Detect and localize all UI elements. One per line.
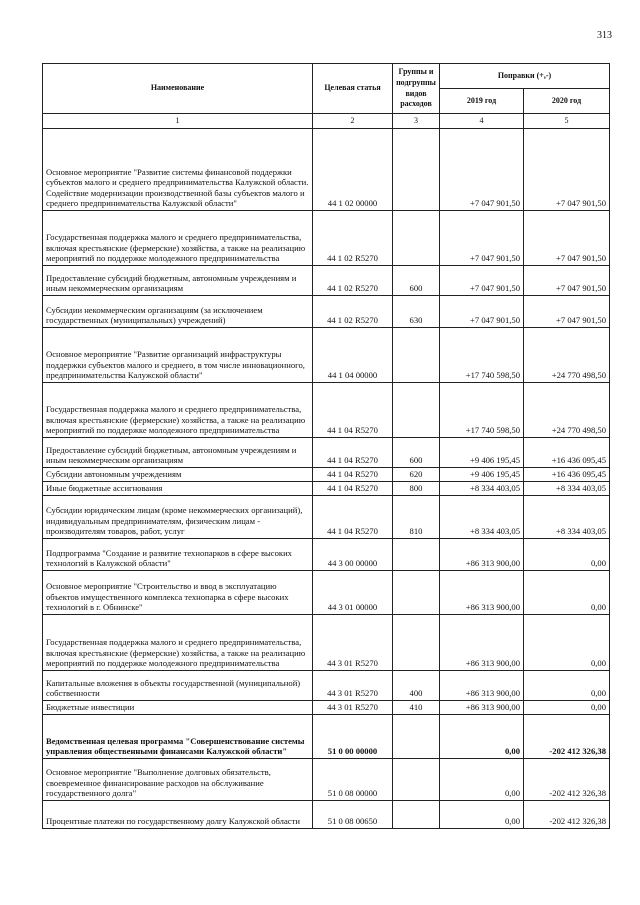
row-amendment-2020-cell: +16 436 095,45	[524, 468, 610, 482]
row-amendment-2019-cell: 0,00	[440, 801, 524, 829]
row-amendment-2020-cell: +16 436 095,45	[524, 438, 610, 468]
row-target-article-cell: 44 3 01 R5270	[313, 615, 393, 671]
row-expense-group-cell	[393, 129, 440, 211]
row-target-article-cell: 44 1 04 R5270	[313, 468, 393, 482]
row-amendment-2020-cell: 0,00	[524, 539, 610, 571]
row-name-cell: Предоставление субсидий бюджетным, автономным учреждениям и иным некоммерческим организациям	[43, 266, 313, 296]
row-amendment-2020-cell: -202 412 326,38	[524, 715, 610, 759]
row-name-cell: Предоставление субсидий бюджетным, автономным учреждениям и иным некоммерческим организациям	[43, 438, 313, 468]
table-row	[43, 211, 610, 266]
row-expense-group-cell: 630	[393, 296, 440, 328]
row-amendment-2019-cell: 0,00	[440, 759, 524, 801]
row-name-cell: Субсидии юридическим лицам (кроме некоммерческих организаций), индивидуальным предпринимателям, физическим лицам - производителям товаров, работ, услуг	[43, 496, 313, 539]
row-expense-group-cell	[393, 211, 440, 266]
row-name-cell: Государственная поддержка малого и среднего предпринимательства, включая крестьянские (фермерские) хозяйства, а также на реализацию мероприятий по поддержке молодежного предпринимательства	[43, 383, 313, 438]
row-amendment-2019-cell: +86 313 900,00	[440, 701, 524, 715]
row-name-cell: Капитальные вложения в объекты государственной (муниципальной) собственности	[43, 671, 313, 701]
row-name-cell: Подпрограмма "Создание и развитие технопарков в сфере высоких технологий в Калужской области"	[43, 539, 313, 571]
row-expense-group-cell: 800	[393, 482, 440, 496]
row-target-article-cell: 51 0 08 00650	[313, 801, 393, 829]
row-amendment-2020-cell: +24 770 498,50	[524, 328, 610, 383]
column-number: 2	[313, 114, 393, 129]
row-name-cell: Государственная поддержка малого и среднего предпринимательства, включая крестьянские (фермерские) хозяйства, а также на реализацию мероприятий по поддержке молодежного предпринимательства	[43, 615, 313, 671]
row-expense-group-cell: 810	[393, 496, 440, 539]
table-row	[43, 671, 610, 701]
row-amendment-2020-cell: 0,00	[524, 571, 610, 615]
column-number: 5	[524, 114, 610, 129]
row-amendment-2019-cell: +86 313 900,00	[440, 539, 524, 571]
row-amendment-2020-cell: +8 334 403,05	[524, 482, 610, 496]
row-amendment-2019-cell: +17 740 598,50	[440, 328, 524, 383]
row-name-cell: Процентные платежи по государственному долгу Калужской области	[43, 801, 313, 829]
row-amendment-2020-cell: 0,00	[524, 671, 610, 701]
row-target-article-cell: 44 1 04 R5270	[313, 438, 393, 468]
table-row	[43, 383, 610, 438]
row-name-cell: Субсидии некоммерческим организациям (за исключением государственных (муниципальных) учреждений)	[43, 296, 313, 328]
table-row	[43, 701, 610, 715]
row-name-cell: Основное мероприятие "Строительство и ввод в эксплуатацию объектов имущественного комплекса технопарка в сфере высоких технологий в г. Обнинске"	[43, 571, 313, 615]
row-expense-group-cell	[393, 759, 440, 801]
row-target-article-cell: 44 1 02 R5270	[313, 211, 393, 266]
row-target-article-cell: 44 3 00 00000	[313, 539, 393, 571]
row-expense-group-cell: 600	[393, 438, 440, 468]
row-amendment-2019-cell: +7 047 901,50	[440, 129, 524, 211]
row-amendment-2019-cell: +86 313 900,00	[440, 671, 524, 701]
table-row	[43, 266, 610, 296]
row-amendment-2020-cell: +7 047 901,50	[524, 266, 610, 296]
row-amendment-2019-cell: +7 047 901,50	[440, 211, 524, 266]
row-target-article-cell: 51 0 08 00000	[313, 759, 393, 801]
header-year-2019: 2019 год	[440, 89, 524, 114]
row-amendment-2020-cell: +7 047 901,50	[524, 129, 610, 211]
row-name-cell: Ведомственная целевая программа "Совершенствование системы управления общественными финансами Калужской области"	[43, 715, 313, 759]
table-row	[43, 468, 610, 482]
row-expense-group-cell	[393, 539, 440, 571]
row-amendment-2020-cell: +7 047 901,50	[524, 296, 610, 328]
row-expense-group-cell: 600	[393, 266, 440, 296]
header-target-article: Целевая статья	[313, 64, 393, 114]
row-target-article-cell: 44 1 04 R5270	[313, 496, 393, 539]
row-name-cell: Государственная поддержка малого и среднего предпринимательства, включая крестьянские (фермерские) хозяйства, а также на реализацию мероприятий по поддержке молодежного предпринимательства	[43, 211, 313, 266]
row-expense-group-cell	[393, 571, 440, 615]
row-expense-group-cell: 410	[393, 701, 440, 715]
row-amendment-2020-cell: +24 770 498,50	[524, 383, 610, 438]
row-name-cell: Субсидии автономным учреждениям	[43, 468, 313, 482]
row-amendment-2019-cell: +86 313 900,00	[440, 615, 524, 671]
column-number-row	[43, 114, 610, 129]
row-expense-group-cell: 620	[393, 468, 440, 482]
row-amendment-2020-cell: 0,00	[524, 701, 610, 715]
row-target-article-cell: 44 3 01 R5270	[313, 671, 393, 701]
table-row	[43, 438, 610, 468]
header-year-2020: 2020 год	[524, 89, 610, 114]
row-amendment-2019-cell: +7 047 901,50	[440, 296, 524, 328]
row-name-cell: Бюджетные инвестиции	[43, 701, 313, 715]
row-target-article-cell: 51 0 00 00000	[313, 715, 393, 759]
table-row	[43, 482, 610, 496]
row-target-article-cell: 44 1 04 R5270	[313, 383, 393, 438]
row-name-cell: Основное мероприятие "Развитие системы финансовой поддержки субъектов малого и среднего предпринимательства Калужской области. Содействие модернизации производственной базы субъектов малого и среднего предпринимательства Калужской области"	[43, 129, 313, 211]
page-number: 313	[597, 30, 612, 41]
row-target-article-cell: 44 1 04 R5270	[313, 482, 393, 496]
row-amendment-2019-cell: +9 406 195,45	[440, 468, 524, 482]
row-amendment-2020-cell: -202 412 326,38	[524, 801, 610, 829]
row-name-cell: Основное мероприятие "Выполнение долговых обязательств, своевременное финансирование расходов на обслуживание государственного долга"	[43, 759, 313, 801]
row-amendment-2019-cell: +86 313 900,00	[440, 571, 524, 615]
table-row	[43, 759, 610, 801]
header-amendments: Поправки (+,-)	[440, 64, 610, 89]
row-expense-group-cell	[393, 801, 440, 829]
row-expense-group-cell	[393, 615, 440, 671]
budget-amendments-table	[42, 63, 610, 829]
column-number: 1	[43, 114, 313, 129]
row-amendment-2019-cell: +9 406 195,45	[440, 438, 524, 468]
column-number: 3	[393, 114, 440, 129]
table-row	[43, 496, 610, 539]
row-amendment-2020-cell: +8 334 403,05	[524, 496, 610, 539]
table-row	[43, 715, 610, 759]
header-name: Наименование	[43, 64, 313, 114]
table-row	[43, 801, 610, 829]
row-amendment-2020-cell: -202 412 326,38	[524, 759, 610, 801]
row-amendment-2019-cell: +7 047 901,50	[440, 266, 524, 296]
column-number: 4	[440, 114, 524, 129]
row-target-article-cell: 44 1 04 00000	[313, 328, 393, 383]
table-row	[43, 129, 610, 211]
row-target-article-cell: 44 1 02 00000	[313, 129, 393, 211]
row-target-article-cell: 44 3 01 R5270	[313, 701, 393, 715]
table-row	[43, 328, 610, 383]
row-expense-group-cell	[393, 715, 440, 759]
table-row	[43, 571, 610, 615]
row-expense-group-cell	[393, 383, 440, 438]
table-row	[43, 615, 610, 671]
row-name-cell: Основное мероприятие "Развитие организаций инфраструктуры поддержки субъектов малого и среднего, в том числе инновационного, предпринимательства Калужской области"	[43, 328, 313, 383]
row-amendment-2019-cell: +17 740 598,50	[440, 383, 524, 438]
row-amendment-2020-cell: 0,00	[524, 615, 610, 671]
row-target-article-cell: 44 1 02 R5270	[313, 296, 393, 328]
table-body	[43, 129, 610, 829]
row-amendment-2019-cell: +8 334 403,05	[440, 482, 524, 496]
row-amendment-2020-cell: +7 047 901,50	[524, 211, 610, 266]
table-row	[43, 539, 610, 571]
header-expense-groups: Группы и подгруппы видов расходов	[393, 64, 440, 114]
row-target-article-cell: 44 3 01 00000	[313, 571, 393, 615]
row-expense-group-cell	[393, 328, 440, 383]
row-amendment-2019-cell: 0,00	[440, 715, 524, 759]
row-expense-group-cell: 400	[393, 671, 440, 701]
row-target-article-cell: 44 1 02 R5270	[313, 266, 393, 296]
table-row	[43, 296, 610, 328]
row-name-cell: Иные бюджетные ассигнования	[43, 482, 313, 496]
row-amendment-2019-cell: +8 334 403,05	[440, 496, 524, 539]
